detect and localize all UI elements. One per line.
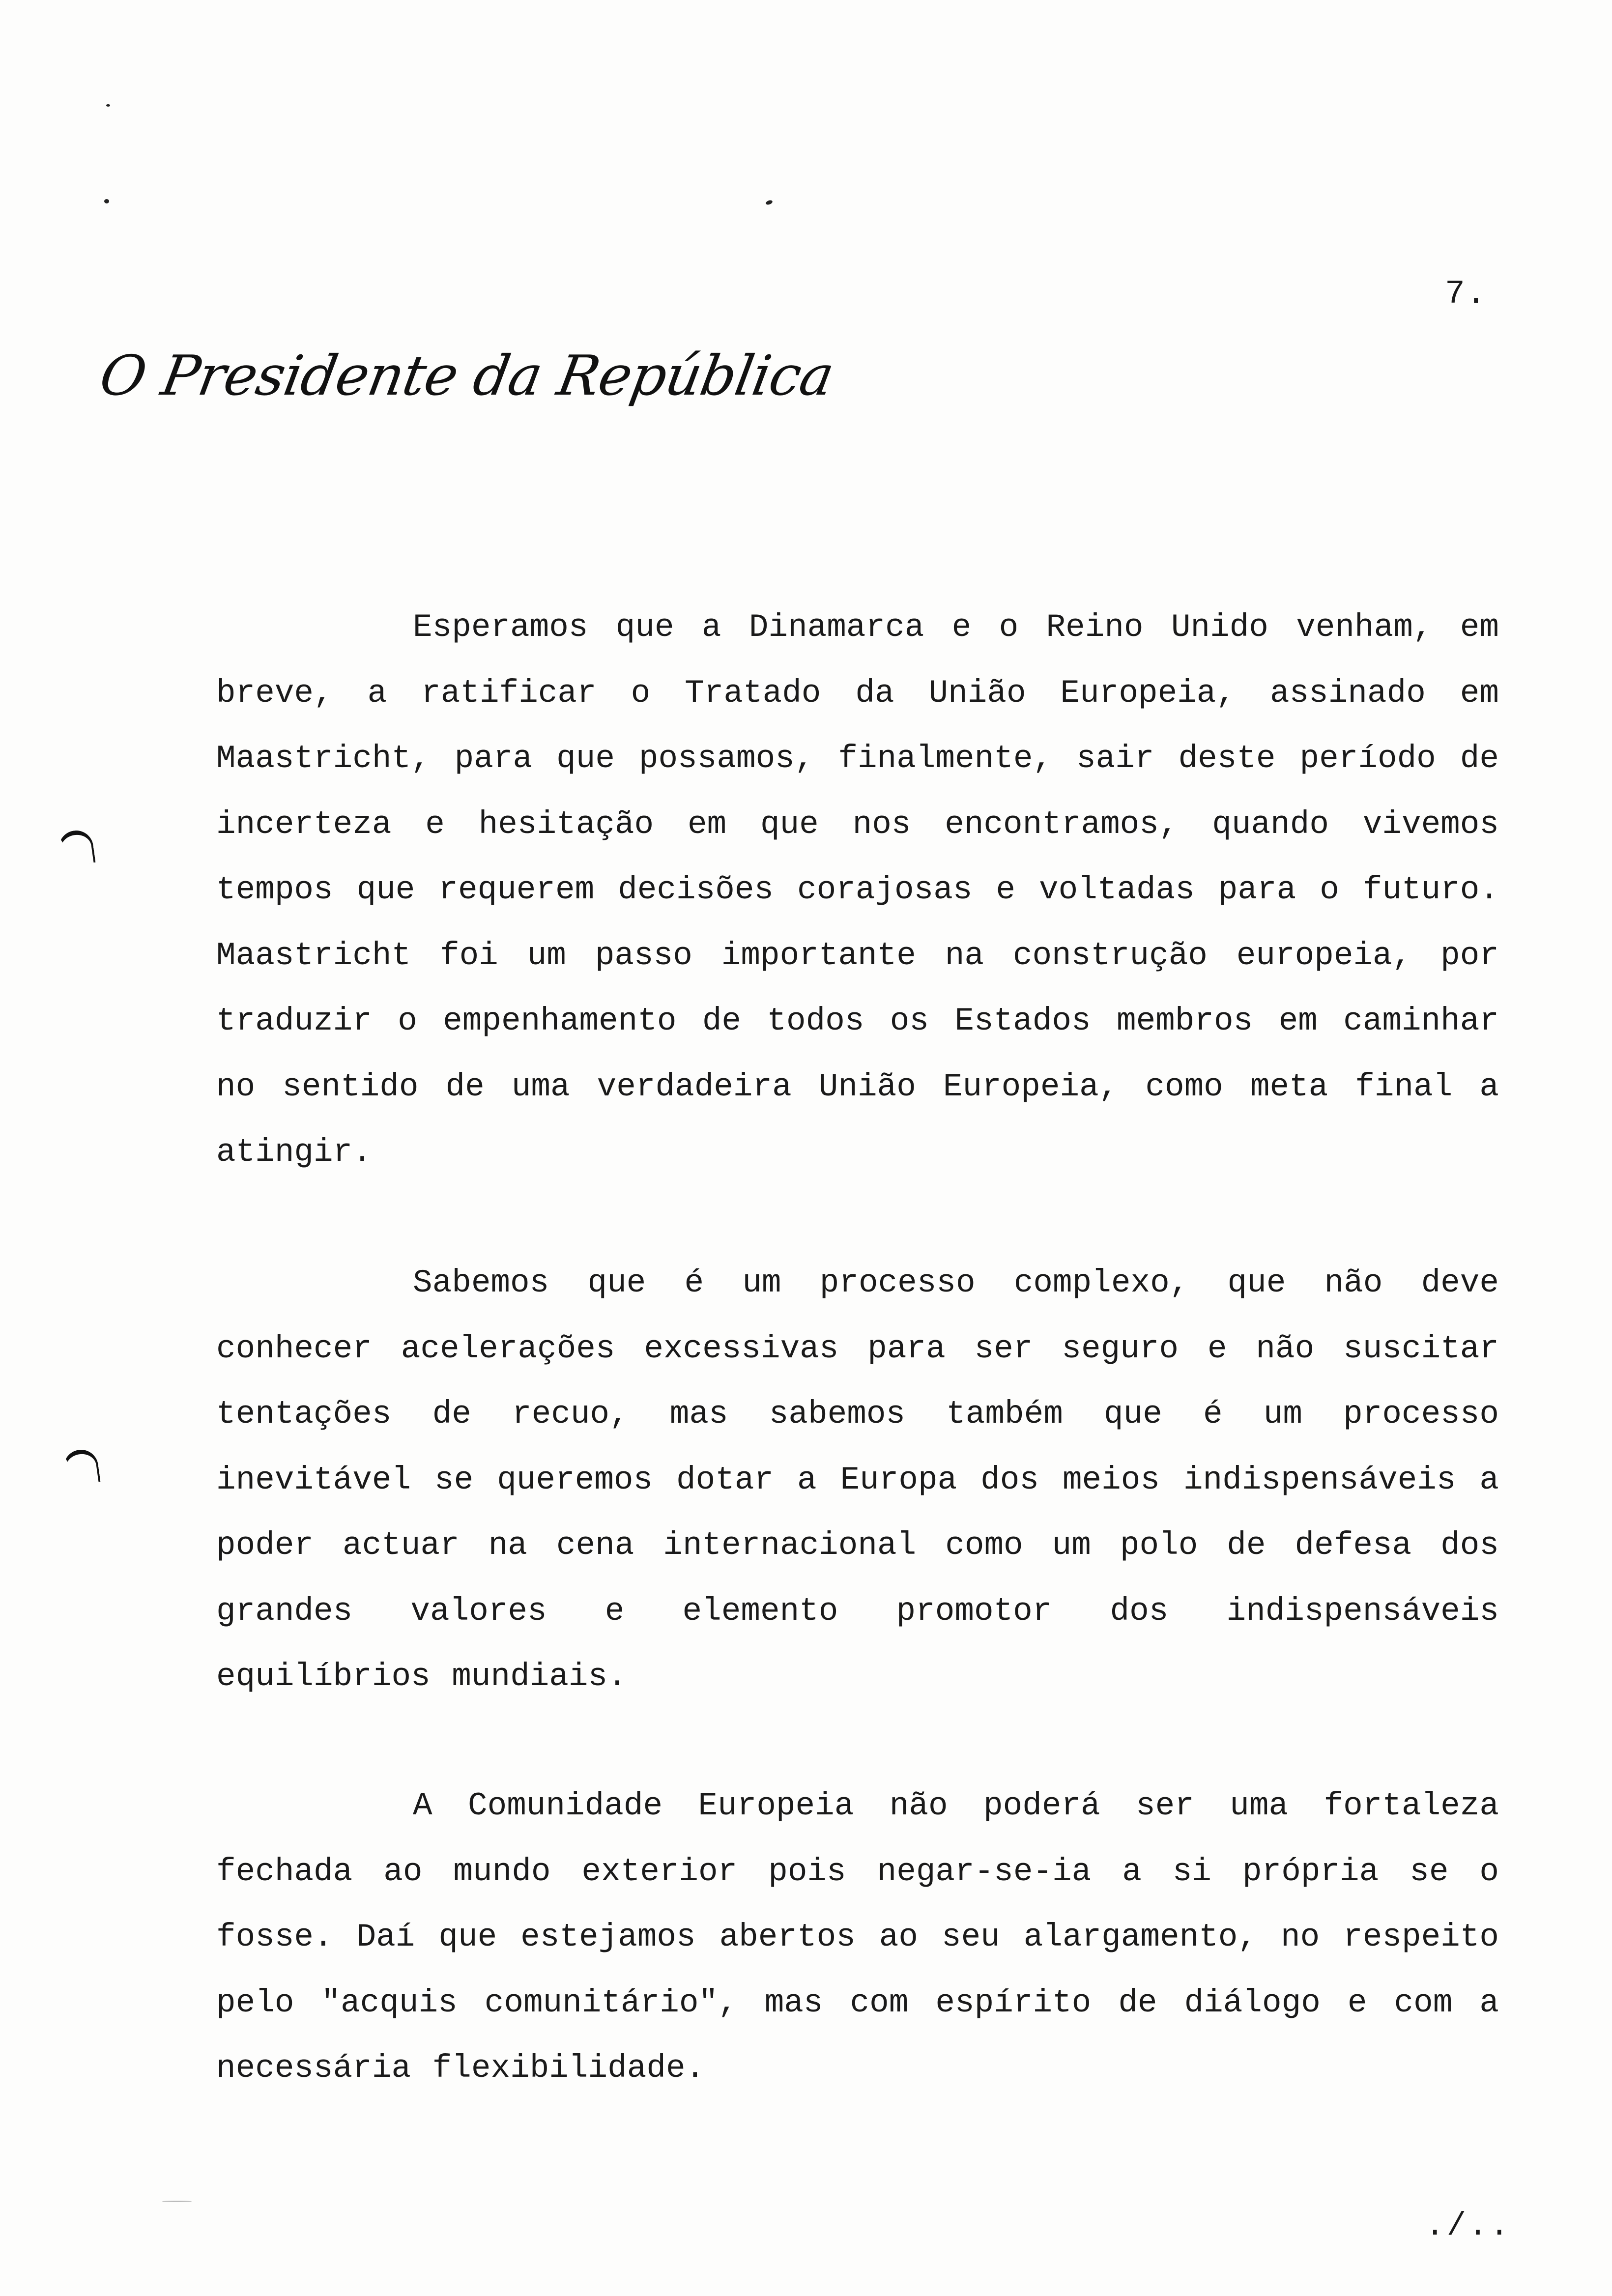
continuation-mark: ./..: [1425, 2208, 1511, 2244]
scan-speck: [162, 2201, 192, 2202]
scan-speck: [106, 104, 110, 107]
letterhead-signature: O Presidente da República: [95, 344, 838, 408]
scan-speck: [104, 199, 109, 203]
paragraph-1-text: Esperamos que a Dinamarca e o Reino Unido venham, em breve, a ratificar o Tratado da União Europeia, assinado em Maastricht, para que possamos, finalmente, sair deste período de incerteza e hesitação em que nos encontramos, quando vivemos tempos que requerem decisões corajosas e voltadas para o futuro. Maastricht foi um passo importante na construção europeia, por traduzir o empenhamento de todos os Estados membros em caminhar no sentido de uma verdadeira União Europeia, como meta final a atingir.: [216, 609, 1499, 1171]
paragraph-2: [216, 1250, 1499, 1710]
page-number: 7.: [1445, 275, 1487, 313]
punch-hole-mark: [57, 828, 95, 867]
punch-hole-mark: [61, 1447, 100, 1486]
scan-speck: [765, 200, 773, 205]
paragraph-3-text: A Comunidade Europeia não poderá ser uma fortaleza fechada ao mundo exterior pois negar-se-ia a si própria se o fosse. Daí que estejamos abertos ao seu alargamento, no respeito pelo "acquis comunitário", mas com espírito de diálogo e com a necessária flexibilidade.: [216, 1787, 1499, 2087]
paragraph-1: [216, 595, 1499, 1185]
paragraph-3: [216, 1773, 1499, 2101]
paragraph-2-text: Sabemos que é um processo complexo, que não deve conhecer acelerações excessivas para ser seguro e não suscitar tentações de recuo, mas sabemos também que é um processo inevitável se queremos dotar a Europa dos meios indispensáveis a poder actuar na cena internacional como um polo de defesa dos grandes valores e elemento promotor dos indispensáveis equilíbrios mundiais.: [216, 1264, 1499, 1695]
